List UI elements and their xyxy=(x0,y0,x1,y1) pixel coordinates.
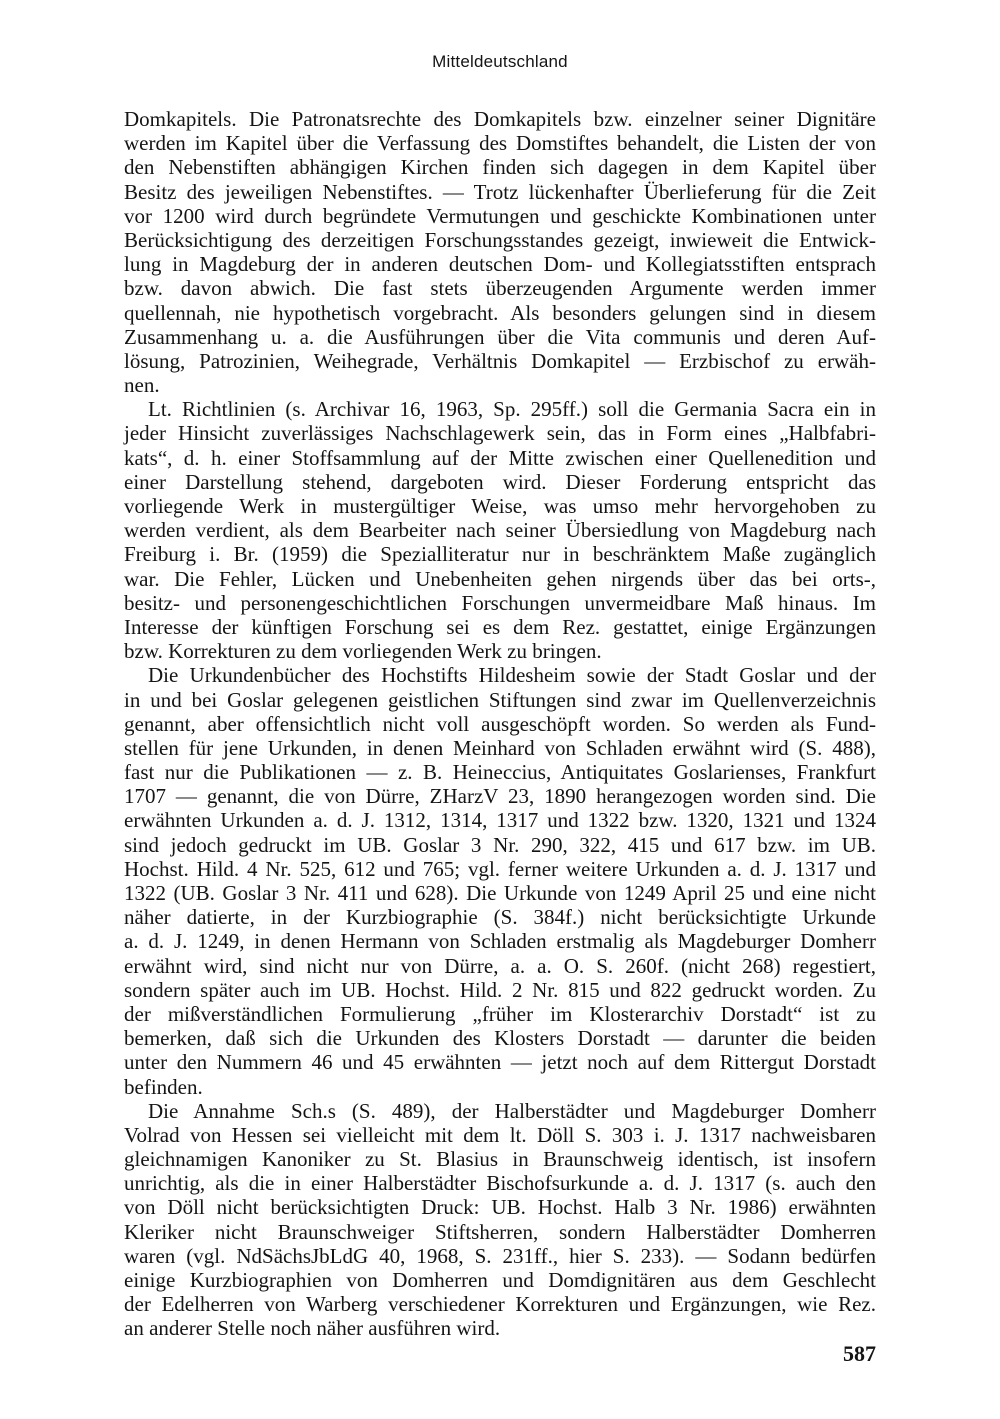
text-line: bzw. davon abwich. Die fast stets überzeugenden Argumente werden immer xyxy=(124,276,876,301)
text-line: einige Kurzbiographien von Domherren und Domdignitären aus dem Geschlecht xyxy=(124,1268,876,1292)
paragraph xyxy=(124,663,876,1098)
text-line: lung in Magdeburg der in anderen deutschen Dom- und Kollegiatsstiften entsprach xyxy=(124,252,876,277)
text-line: bzw. Korrekturen zu dem vorliegenden Werk zu bringen. xyxy=(124,639,602,664)
text-line: a. d. J. 1249, in denen Hermann von Schladen erstmalig als Magdeburger Domherr xyxy=(124,929,876,954)
paragraph xyxy=(124,397,876,663)
text-line: einer Darstellung stehend, dargeboten wird. Dieser Forderung entspricht das xyxy=(124,469,876,494)
text-line: Hochst. Hild. 4 Nr. 525, 612 und 765; vgl. ferner weitere Urkunden a. d. J. 1317 und xyxy=(124,856,876,881)
text-line: quellennah, nie hypothetisch vorgebracht. Als besonders gelungen sind in diesem xyxy=(124,300,876,325)
text-line: der Edelherren von Warberg verschiedener Korrekturen und Ergänzungen, wie Rez. xyxy=(124,1292,876,1317)
text-line: bemerken, daß sich die Urkunden des Klosters Dorstadt — darunter die beiden xyxy=(124,1026,876,1051)
page-number: 587 xyxy=(843,1341,876,1366)
text-line: gleichnamigen Kanoniker zu St. Blasius in Braunschweig identisch, ist insofern xyxy=(124,1147,876,1172)
text-line: an anderer Stelle noch näher ausführen wird. xyxy=(124,1316,501,1341)
text-line: Interesse der künftigen Forschung sei es dem Rez. gestattet, einige Ergänzungen xyxy=(124,614,876,639)
text-line: 1322 (UB. Goslar 3 Nr. 411 und 628). Die Urkunde von 1249 April 25 und eine nicht xyxy=(124,881,876,905)
body-text xyxy=(124,107,876,1341)
text-line: stellen für jene Urkunden, in denen Meinhard von Schladen erwähnt wird (S. 488), xyxy=(124,735,876,760)
text-line: jeder Hinsicht zuverlässiges Nachschlagewerk sein, das in Form eines „Halbfabri- xyxy=(124,421,876,446)
text-line: von Döll nicht berücksichtigten Druck: UB. Hochst. Halb 3 Nr. 1986) erwähnten xyxy=(124,1195,876,1220)
text-line: sind jedoch gedruckt im UB. Goslar 3 Nr. 290, 322, 415 und 617 bzw. im UB. xyxy=(124,832,876,857)
paragraph xyxy=(124,1099,876,1341)
text-line: unter den Nummern 46 und 45 erwähnten — jetzt noch auf dem Rittergut Dorstadt xyxy=(124,1050,876,1075)
text-line: unrichtig, als die in einer Halberstädter Bischofsurkunde a. d. J. 1317 (s. auch den xyxy=(124,1171,876,1196)
text-line: sondern später auch im UB. Hochst. Hild. 2 Nr. 815 und 822 gedruckt worden. Zu xyxy=(124,977,876,1002)
text-line: den Nebenstiften abhängigen Kirchen finden sich dagegen in dem Kapitel über xyxy=(124,155,876,180)
text-line: näher datierte, in der Kurzbiographie (S. 384f.) nicht berücksichtigte Urkunde xyxy=(124,905,876,930)
text-line: Die Annahme Sch.s (S. 489), der Halberstädter und Magdeburger Domherr xyxy=(148,1098,876,1123)
text-line: werden verdient, als dem Bearbeiter nach seiner Übersiedlung von Magdeburg nach xyxy=(124,518,876,543)
text-line: Besitz des jeweiligen Nebenstiftes. — Trotz lückenhafter Überlieferung für die Zeit xyxy=(124,179,876,204)
text-line: vorliegende Werk in mustergültiger Weise, was umso mehr hervorgehoben zu xyxy=(124,494,876,518)
text-line: waren (vgl. NdSächsJbLdG 40, 1968, S. 231ff., hier S. 233). — Sodann bedürfen xyxy=(124,1243,876,1268)
text-line: erwähnt wird, sind nicht nur von Dürre, a. a. O. S. 260f. (nicht 268) regestiert, xyxy=(124,953,876,978)
text-line: besitz- und personengeschichtlichen Forschungen unvermeidbare Maß hinaus. Im xyxy=(124,590,876,615)
text-line: Domkapitels. Die Patronatsrechte des Domkapitels bzw. einzelner seiner Dignitäre xyxy=(124,107,876,131)
text-line: Zusammenhang u. a. die Ausführungen über die Vita communis und deren Auf- xyxy=(124,324,876,349)
text-line: befinden. xyxy=(124,1074,203,1099)
text-line: genannt, aber offensichtlich nicht voll ausgeschöpft worden. So werden als Fund- xyxy=(124,711,876,736)
text-line: erwähnten Urkunden a. d. J. 1312, 1314, 1317 und 1322 bzw. 1320, 1321 und 1324 xyxy=(124,808,876,833)
text-line: 1707 — genannt, die von Dürre, ZHarzV 23, 1890 herangezogen worden sind. Die xyxy=(124,784,876,809)
text-line: der mißverständlichen Formulierung „früher im Klosterarchiv Dorstadt“ ist zu xyxy=(124,1001,876,1026)
text-line: Berücksichtigung des derzeitigen Forschungsstandes gezeigt, inwieweit die Entwick- xyxy=(124,227,876,252)
paragraph xyxy=(124,107,876,397)
text-line: Die Urkundenbücher des Hochstifts Hildesheim sowie der Stadt Goslar und der xyxy=(148,663,876,688)
text-line: Volrad von Hessen sei vielleicht mit dem lt. Döll S. 303 i. J. 1317 nachweisbaren xyxy=(124,1122,876,1147)
text-line: Lt. Richtlinien (s. Archivar 16, 1963, Sp. 295ff.) soll die Germania Sacra ein in xyxy=(148,397,876,422)
text-line: war. Die Fehler, Lücken und Unebenheiten gehen nirgends über das bei orts-, xyxy=(124,566,876,591)
text-line: in und bei Goslar gelegenen geistlichen Stiftungen sind zwar im Quellenverzeichnis xyxy=(124,687,876,712)
text-line: werden im Kapitel über die Verfassung des Domstiftes behandelt, die Listen der von xyxy=(124,131,876,156)
text-line: nen. xyxy=(124,373,160,398)
text-line: vor 1200 wird durch begründete Vermutungen und geschickte Kombinationen unter xyxy=(124,203,876,228)
text-line: Freiburg i. Br. (1959) die Spezialliteratur nur in beschränktem Maße zugänglich xyxy=(124,542,876,567)
text-line: fast nur die Publikationen — z. B. Heineccius, Antiquitates Goslarienses, Frankfurt xyxy=(124,760,876,785)
text-line: Kleriker nicht Braunschweiger Stiftsherren, sondern Halberstädter Domherren xyxy=(124,1219,876,1244)
text-line: kats“, d. h. einer Stoffsammlung auf der Mitte zwischen einer Quellenedition und xyxy=(124,445,876,470)
text-line: lösung, Patrozinien, Weihegrade, Verhältnis Domkapitel — Erzbischof zu erwäh- xyxy=(124,348,876,373)
running-head: Mitteldeutschland xyxy=(432,52,568,71)
